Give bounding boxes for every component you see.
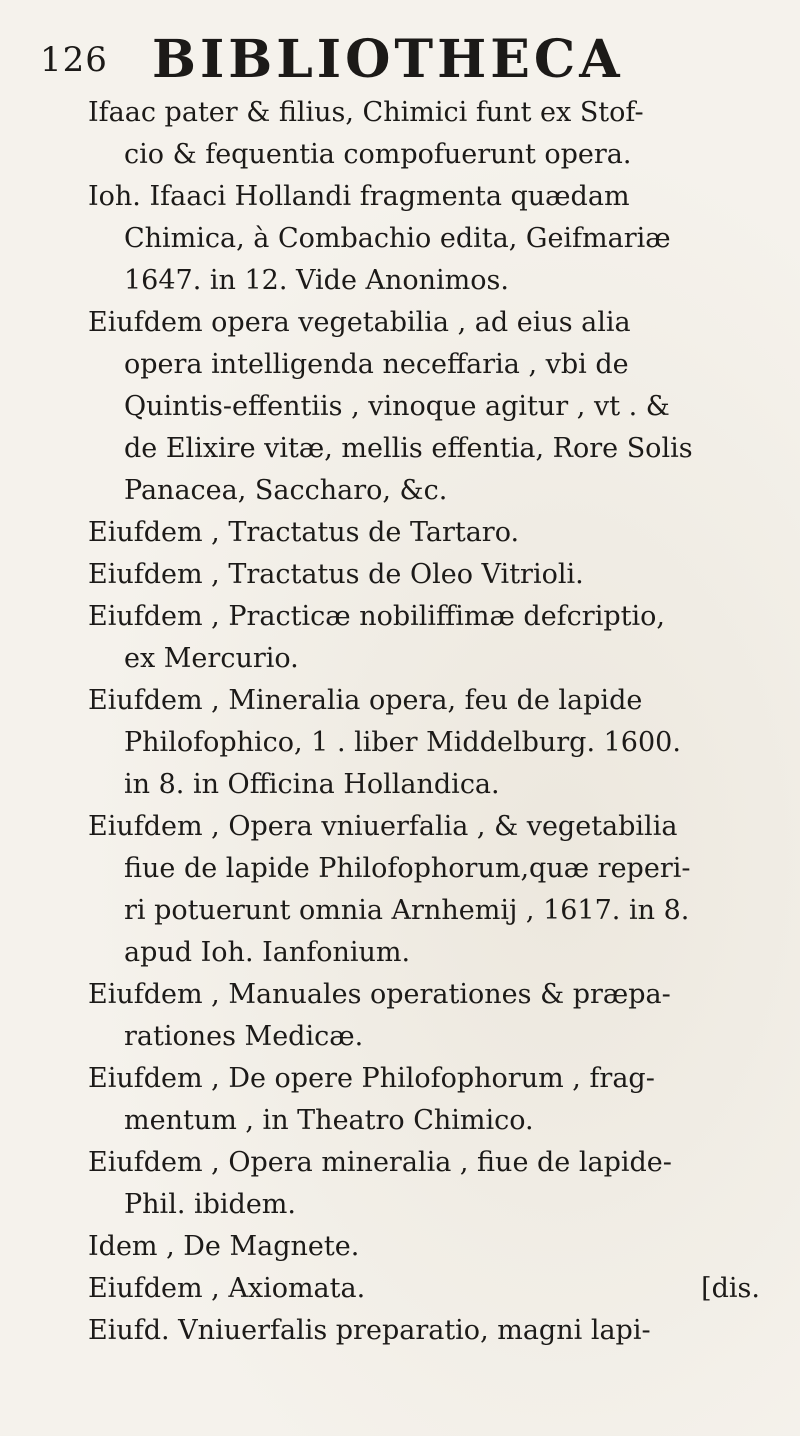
entry-line: 1647. in 12. Vide Anonimos.: [124, 265, 509, 296]
entry-line: Eiufdem , Tractatus de Tartaro.: [88, 517, 520, 548]
bibliography-entry: [88, 554, 760, 596]
running-title: BIBLIOTHECA: [152, 29, 624, 90]
bibliography-entry: [88, 596, 760, 680]
entry-line: Eiufdem , Opera mineralia , fiue de lapide-: [88, 1147, 672, 1178]
entry-line: Eiufdem , Practicæ nobiliffimæ defcriptio,: [88, 601, 665, 632]
entry-line: Eiufdem , Manuales operationes & præpa-: [88, 979, 671, 1010]
entry-line-text: Eiufdem , Axiomata.: [88, 1273, 366, 1304]
entry-line: Eiufdem , Mineralia opera, feu de lapide: [88, 685, 643, 716]
bibliography-entries: [88, 92, 760, 1352]
entry-line: [88, 1268, 760, 1310]
entry-line: Idem , De Magnete.: [88, 1231, 360, 1262]
entry-line: Panacea, Saccharo, &c.: [124, 475, 448, 506]
entry-line: Philofophico, 1 . liber Middelburg. 1600.: [124, 727, 681, 758]
entry-line: Eiufdem opera vegetabilia , ad eius alia: [88, 307, 631, 338]
bibliography-entry: [88, 806, 760, 974]
entry-line: Eiufdem , Tractatus de Oleo Vitrioli.: [88, 559, 584, 590]
bibliography-entry: [88, 512, 760, 554]
bibliography-entry: [88, 1142, 760, 1226]
entry-line: opera intelligenda neceffaria , vbi de: [124, 349, 629, 380]
bibliography-entry: [88, 680, 760, 806]
entry-line: cio & fequentia compofuerunt opera.: [124, 139, 632, 170]
page-number: 126: [40, 40, 108, 80]
catchword: [dis.: [701, 1273, 760, 1304]
entry-line: Quintis-effentiis , vinoque agitur , vt . &: [124, 391, 670, 422]
page-header: [40, 28, 760, 88]
bibliography-entry: [88, 1310, 760, 1352]
bibliography-entry: [88, 92, 760, 176]
bibliography-entry: [88, 1226, 760, 1268]
entry-line: Ifaac pater & filius, Chimici funt ex Stof-: [88, 97, 644, 128]
entry-line: in 8. in Officina Hollandica.: [124, 769, 500, 800]
entry-line: Eiufd. Vniuerfalis preparatio, magni lapi-: [88, 1315, 651, 1346]
entry-line: apud Ioh. Ianfonium.: [124, 937, 411, 968]
entry-line: fiue de lapide Philofophorum,quæ reperi-: [124, 853, 691, 884]
bibliography-entry: [88, 974, 760, 1058]
entry-line: rationes Medicæ.: [124, 1021, 364, 1052]
entry-line: mentum , in Theatro Chimico.: [124, 1105, 534, 1136]
entry-line: Phil. ibidem.: [124, 1189, 296, 1220]
bibliography-entry: [88, 302, 760, 512]
bibliography-entry: [88, 176, 760, 302]
entry-line: ex Mercurio.: [124, 643, 299, 674]
entry-line: de Elixire vitæ, mellis effentia, Rore Solis: [124, 433, 693, 464]
entry-line: Eiufdem , Opera vniuerfalia , & vegetabilia: [88, 811, 678, 842]
entry-line: Ioh. Ifaaci Hollandi fragmenta quædam: [88, 181, 630, 212]
bibliography-entry: [88, 1058, 760, 1142]
bibliography-entry: [88, 1268, 760, 1310]
entry-line: Eiufdem , De opere Philofophorum , frag-: [88, 1063, 655, 1094]
entry-line: ri potuerunt omnia Arnhemij , 1617. in 8.: [124, 895, 690, 926]
entry-line: Chimica, à Combachio edita, Geifmariæ: [124, 223, 671, 254]
